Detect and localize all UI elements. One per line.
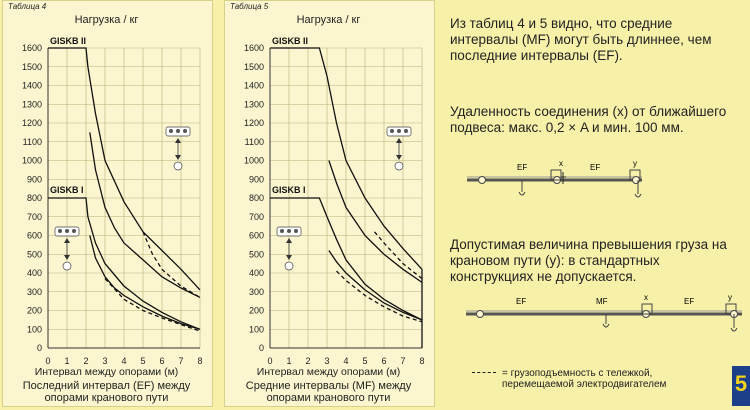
y-tick-label: 1200 [21,118,42,128]
trolley-wheel [183,129,187,133]
trolley-wheel [287,229,291,233]
y-tick-label: 0 [258,343,264,353]
series-line-3 [143,232,200,298]
x-tick-label: 7 [178,356,184,366]
trolley-wheel [404,129,408,133]
mf-label: MF [596,297,608,306]
arrow-down-icon [175,155,181,160]
y-tick-label: 1100 [244,136,264,147]
trolley-wheel [72,229,76,233]
table-label: Таблица 5 [230,2,269,11]
y-tick-label: 1400 [243,80,264,91]
annotation-giskb-i: GISKB I [272,185,306,195]
series-line-2 [329,161,422,283]
annotation-giskb-ii: GISKB II [272,36,309,46]
page-number-badge: 5 [732,366,750,406]
trolley-upper-icon-1 [166,127,190,136]
table-label: Таблица 4 [8,2,47,11]
y-tick-label: 300 [26,286,42,297]
caption-line-2: опорами кранового пути [266,392,391,404]
overload-diagram [466,292,750,342]
x-axis-label: Интервал между опорами (м) [34,366,179,378]
annotation-giskb-ii: GISKB II [50,36,87,46]
ef-label: EF [516,297,527,306]
ef-label-2: EF [590,163,601,172]
y-tick-label: 1300 [243,99,264,110]
x-tick-label: 4 [121,356,127,366]
y-axis-label: Нагрузка / кг [74,14,139,26]
x-tick-label: 8 [197,356,203,366]
joint-marker [477,311,484,318]
y-tick-label: 1300 [21,99,42,110]
trolley-wheel [65,229,69,233]
x-tick-label: 8 [419,356,425,366]
arrow-down-icon [396,155,402,160]
y-axis-label: Нагрузка / кг [296,14,361,26]
y-tick-label: 900 [248,174,264,185]
y-tick-label: 1400 [21,80,42,91]
x-axis-label: Интервал между опорами (м) [256,366,401,378]
trolley-wheel [280,229,284,233]
y-tick-label: 800 [248,193,264,203]
x-tick-label: 2 [83,356,89,366]
trolley-lower-icon [285,262,293,270]
trolley-wheel [397,129,401,133]
dashed-line-sample [472,372,496,373]
trolley-wheel [294,229,298,233]
hook-icon [603,324,609,327]
series-line-5 [90,236,200,330]
overload-paragraph: Допустимая величина превышения груза на крановом пути (y): в стандартных конструкциях не допускается. [450,237,727,284]
y-tick-label: 0 [36,343,42,353]
x-tick-label: 0 [267,356,273,366]
trolley-wheel [390,129,394,133]
caption-line-1: Последний интервал (EF) между [22,380,191,392]
arrow-up-icon [175,138,181,143]
caption-line-1: Средние интервалы (MF) между [245,380,412,392]
y-tick-label: 900 [26,174,42,185]
y-tick-label: 400 [248,268,264,278]
ef-label-2: EF [684,297,695,306]
chart-caption [0,380,213,404]
caption-line-2: опорами кранового пути [44,392,169,404]
trolley-wheel [176,129,180,133]
x-tick-label: 1 [286,356,292,366]
y-tick-label: 200 [26,305,42,316]
trolley-upper-icon-2 [55,227,79,236]
y-label: y [633,159,637,168]
trolley-upper-icon-2 [277,227,301,236]
arrow-up-icon [396,138,402,143]
chart-panel-table-4 [0,0,213,410]
x-tick-label: 6 [381,356,387,366]
y-tick-label: 1500 [21,61,42,72]
load-chart-last-interval [0,0,213,410]
y-tick-label: 700 [248,211,264,222]
y-tick-label: 1600 [243,43,264,53]
chart-caption [222,380,435,404]
y-tick-label: 600 [26,230,42,241]
hook-icon [731,328,737,331]
x-tick-label: 0 [45,356,51,366]
ef-label: EF [517,163,528,172]
y-tick-label: 200 [248,305,264,316]
arrow-up-icon [286,238,292,243]
x-tick-label: 6 [159,356,165,366]
x-tick-label: 5 [362,356,368,366]
joint-marker [479,177,486,184]
y-tick-label: 1500 [243,61,264,72]
y-tick-label: 1000 [243,155,264,166]
hook-icon [635,194,641,197]
y-tick-label: 1200 [243,118,264,128]
annotation-giskb-i: GISKB I [50,185,84,195]
y-tick-label: 1000 [21,155,42,166]
x-tick-label: 2 [305,356,311,366]
y-tick-label: 400 [26,268,42,278]
y-tick-label: 500 [248,249,264,260]
series-line-3 [375,232,423,279]
intro-paragraph: Из таблиц 4 и 5 видно, что средние интервалы (MF) могут быть длиннее, чем последние интервалы (EF). [450,16,712,63]
arrow-down-icon [64,255,70,260]
trolley-wheel [58,229,62,233]
x-tick-label: 1 [64,356,70,366]
y-tick-label: 700 [26,211,42,222]
y-tick-label: 500 [26,249,42,260]
arrow-up-icon [64,238,70,243]
y-tick-label: 600 [248,230,264,241]
y-label: y [728,293,732,302]
trolley-wheel [169,129,173,133]
x-tick-label: 7 [400,356,406,366]
legend-text: = грузоподъемность с тележкой, перемещаемой электродвигателем [502,368,667,390]
trolley-lower-icon [395,162,403,170]
series-line-5 [329,251,422,320]
y-tick-label: 800 [26,193,42,203]
y-tick-label: 1100 [22,136,42,147]
hook-icon [519,192,525,195]
load-chart-middle-interval [222,0,435,410]
y-tick-label: 100 [26,324,42,335]
chart-panel-table-5 [222,0,435,410]
arrow-down-icon [286,255,292,260]
connection-distance-diagram [462,158,652,208]
distance-paragraph: Удаленность соединения (x) от ближайшего подвеса: макс. 0,2 × A и мин. 100 мм. [450,104,727,135]
x-tick-label: 3 [324,356,330,366]
x-tick-label: 4 [343,356,349,366]
trolley-lower-icon [63,262,71,270]
trolley-upper-icon-1 [387,127,411,136]
y-tick-label: 1600 [21,43,42,53]
x-tick-label: 3 [102,356,108,366]
y-tick-label: 300 [248,286,264,297]
x-tick-label: 5 [140,356,146,366]
y-tick-label: 100 [248,324,264,335]
trolley-lower-icon [174,162,182,170]
x-label: x [644,293,648,302]
x-label: x [559,159,563,168]
